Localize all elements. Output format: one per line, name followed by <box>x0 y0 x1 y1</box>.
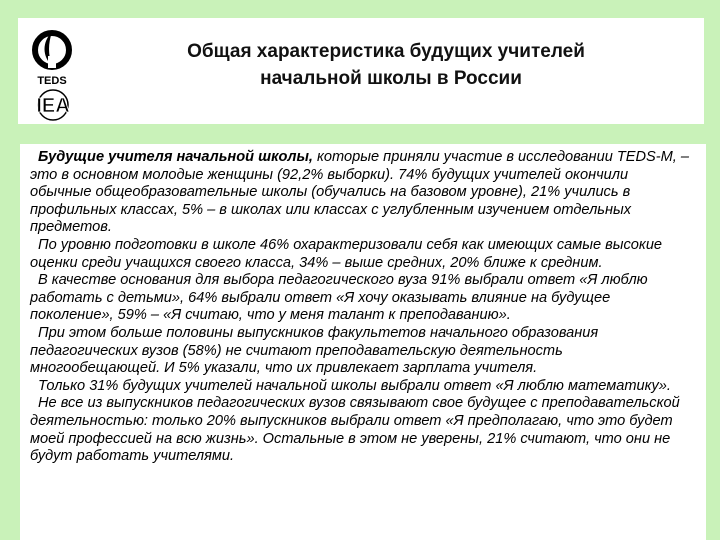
paragraph-1-text: которые приняли участие в исследовании TEDS-M, – это в основном молодые женщины (92,2% выборки). 74% будущих учителей окончили обычные общеобразовательные школы (обучались на базовом уровне), 21% учились в профильных классах, 5% – в школах или классах с углубленным изучением отдельных предметов. <box>30 149 690 236</box>
teds-logo <box>28 26 76 94</box>
content-panel <box>20 144 706 540</box>
paragraph-3: В качестве основания для выбора педагогического вуза 91% выбрали ответ «Я люблю работать с детьми», 64% выбрали ответ «Я хочу оказывать влияние на будущее поколение», 59% – «Я считаю, что у меня талант к преподаванию». <box>30 272 648 324</box>
paragraph-1 <box>30 149 690 237</box>
body-text <box>30 149 690 466</box>
iea-logo <box>30 88 76 122</box>
paragraph-6: Не все из выпускников педагогических вузов связывают свое будущее с преподавательской деятельностью: только 20% выпускников выбрали ответ «Я предполагаю, что это будет моей профессией на всю жизнь». Остальные в этом не уверены, 21% считают, что они не будут работать учителями. <box>30 395 680 465</box>
teds-logo-icon <box>28 26 76 94</box>
teds-logo-text: TEDS <box>37 75 67 87</box>
paragraph-2: По уровню подготовки в школе 46% охарактеризовали себя как имеющих самые высокие оценки среди учащихся своего класса, 34% – выше средних, 20% ближе к средним. <box>30 236 663 271</box>
header-panel <box>18 18 704 124</box>
iea-logo-text: IEA <box>36 95 70 117</box>
iea-logo-icon <box>30 88 76 122</box>
lead-phrase: Будущие учителя начальной школы, <box>38 149 313 165</box>
page-title-line-2: начальной школы в России <box>260 68 522 89</box>
page-title-line-1: Общая характеристика будущих учителей <box>187 41 585 62</box>
page-title <box>106 38 666 92</box>
paragraph-4: При этом больше половины выпускников факультетов начального образования педагогических вузов (58%) не считают преподавательскую деятельность многообещающей. И 5% указали, что их привлекает зарплата учителя. <box>30 324 599 377</box>
paragraph-5: Только 31% будущих учителей начальной школы выбрали ответ «Я люблю математику». <box>38 377 671 394</box>
